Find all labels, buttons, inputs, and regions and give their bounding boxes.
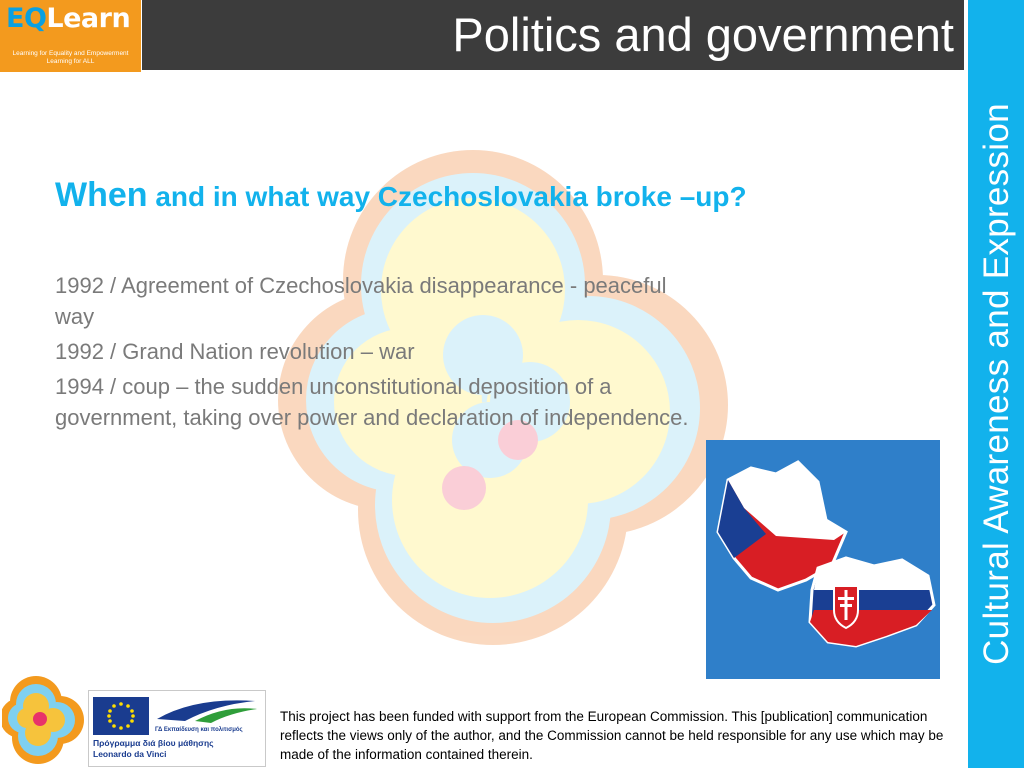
- body-list: [55, 270, 695, 437]
- department-label: ΓΔ Εκπαίδευση και πολιτισμός: [155, 727, 243, 733]
- logo-tagline-line2: Learning for ALL: [46, 58, 95, 65]
- list-item: 1994 / coup – the sudden unconstitutional deposition of a government, taking over power and declaration of independence.: [55, 374, 689, 430]
- list-item: 1992 / Grand Nation revolution – war: [55, 339, 415, 364]
- logo-learn: Learn: [46, 3, 131, 34]
- logo-eq: EQ: [6, 3, 47, 34]
- heading-when: When: [55, 176, 148, 214]
- eu-programme-logo-box: [88, 690, 266, 767]
- sidebar-banner: [966, 0, 1024, 768]
- heading-rest: and in what way Czechoslovakia broke –up?: [147, 181, 747, 212]
- logo-wordmark: [6, 4, 130, 34]
- title-bar: [142, 0, 964, 70]
- programme-label: Πρόγραμμα διά βίου μάθησης: [93, 738, 214, 748]
- sidebar-vertical-text: Cultural Awareness and Expression: [977, 103, 1016, 665]
- leonardo-swoosh-icon: [155, 695, 259, 725]
- czechoslovakia-flag-map-image: [706, 440, 940, 679]
- eu-flag-icon: [93, 697, 149, 735]
- eqlearn-logo: [0, 0, 141, 72]
- logo-tagline: [2, 50, 139, 66]
- eqlearn-flower-icon: [2, 672, 86, 766]
- slide-title: Politics and government: [452, 8, 954, 61]
- slide-heading: [55, 176, 747, 215]
- leonardo-label: Leonardo da Vinci: [93, 749, 167, 759]
- list-item: 1992 / Agreement of Czechoslovakia disappearance - peaceful way: [55, 273, 667, 329]
- logo-tagline-line1: Learning for Equality and Empowerment: [12, 50, 129, 57]
- funding-disclaimer: This project has been funded with support from the European Commission. This [publication] communication reflects the views only of the author, and the Commission cannot be held responsible for any use which may be made of the information contained therein.: [280, 709, 944, 762]
